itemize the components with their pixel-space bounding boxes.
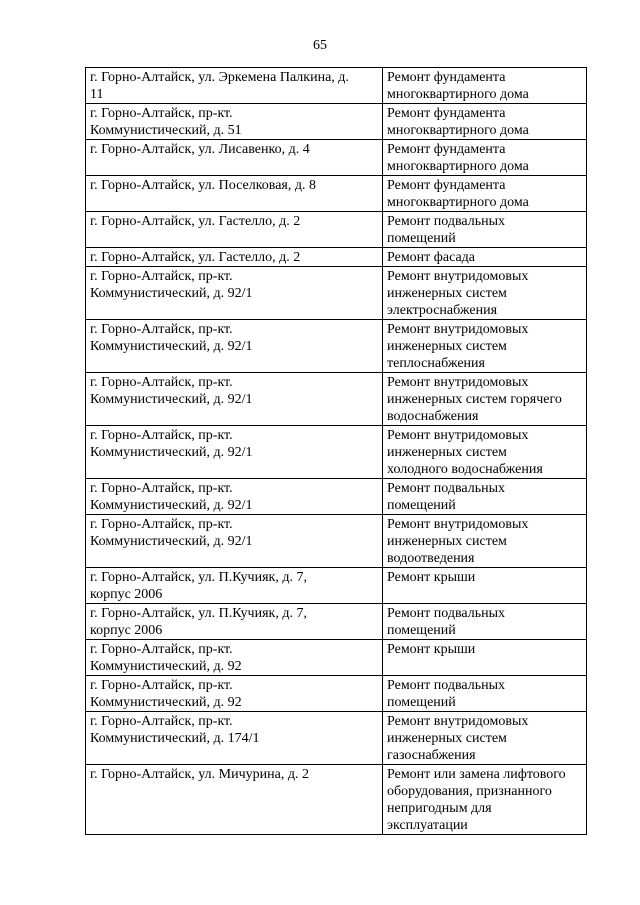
table-row <box>86 676 587 712</box>
repair-work-cell: Ремонт внутридомовых инженерных систем водоотведения <box>383 515 587 568</box>
table-row <box>86 426 587 479</box>
address-cell: г. Горно-Алтайск, пр-кт. Коммунистический, д. 92/1 <box>86 320 383 373</box>
table-row <box>86 765 587 835</box>
table-row <box>86 140 587 176</box>
address-cell: г. Горно-Алтайск, пр-кт. Коммунистический, д. 92/1 <box>86 373 383 426</box>
table-row <box>86 176 587 212</box>
repair-work-cell: Ремонт или замена лифтового оборудования, признанного непригодным для эксплуатации <box>383 765 587 835</box>
table-row <box>86 104 587 140</box>
table-row <box>86 568 587 604</box>
registry-table-body <box>86 68 587 835</box>
repair-work-cell: Ремонт крыши <box>383 568 587 604</box>
table-row <box>86 712 587 765</box>
table-row <box>86 640 587 676</box>
repair-work-cell: Ремонт подвальных помещений <box>383 676 587 712</box>
table-row <box>86 320 587 373</box>
repair-registry-table <box>85 67 587 835</box>
address-cell: г. Горно-Алтайск, пр-кт. Коммунистический, д. 92/1 <box>86 515 383 568</box>
address-cell: г. Горно-Алтайск, ул. Мичурина, д. 2 <box>86 765 383 835</box>
address-cell: г. Горно-Алтайск, ул. Лисавенко, д. 4 <box>86 140 383 176</box>
repair-work-cell: Ремонт внутридомовых инженерных систем газоснабжения <box>383 712 587 765</box>
address-cell: г. Горно-Алтайск, ул. Поселковая, д. 8 <box>86 176 383 212</box>
address-cell: г. Горно-Алтайск, пр-кт. Коммунистический, д. 174/1 <box>86 712 383 765</box>
repair-work-cell: Ремонт внутридомовых инженерных систем электроснабжения <box>383 267 587 320</box>
address-cell: г. Горно-Алтайск, пр-кт. Коммунистический, д. 92/1 <box>86 479 383 515</box>
address-cell: г. Горно-Алтайск, ул. Гастелло, д. 2 <box>86 212 383 248</box>
address-cell: г. Горно-Алтайск, пр-кт. Коммунистический, д. 92/1 <box>86 426 383 479</box>
table-row <box>86 267 587 320</box>
page-number: 65 <box>313 38 327 53</box>
repair-work-cell: Ремонт внутридомовых инженерных систем холодного водоснабжения <box>383 426 587 479</box>
repair-work-cell: Ремонт подвальных помещений <box>383 212 587 248</box>
table-row <box>86 248 587 267</box>
repair-work-cell: Ремонт фасада <box>383 248 587 267</box>
repair-work-cell: Ремонт фундамента многоквартирного дома <box>383 104 587 140</box>
repair-work-cell: Ремонт фундамента многоквартирного дома <box>383 140 587 176</box>
address-cell: г. Горно-Алтайск, пр-кт. Коммунистический, д. 92 <box>86 676 383 712</box>
address-cell: г. Горно-Алтайск, пр-кт. Коммунистический, д. 51 <box>86 104 383 140</box>
table-row <box>86 373 587 426</box>
repair-work-cell: Ремонт подвальных помещений <box>383 604 587 640</box>
address-cell: г. Горно-Алтайск, ул. Гастелло, д. 2 <box>86 248 383 267</box>
repair-work-cell: Ремонт фундамента многоквартирного дома <box>383 176 587 212</box>
table-row <box>86 68 587 104</box>
address-cell: г. Горно-Алтайск, пр-кт. Коммунистический, д. 92 <box>86 640 383 676</box>
address-cell: г. Горно-Алтайск, ул. П.Кучияк, д. 7, корпус 2006 <box>86 568 383 604</box>
table-row <box>86 604 587 640</box>
table-row <box>86 479 587 515</box>
address-cell: г. Горно-Алтайск, ул. Эркемена Палкина, д. 11 <box>86 68 383 104</box>
repair-work-cell: Ремонт внутридомовых инженерных систем теплоснабжения <box>383 320 587 373</box>
table-row <box>86 212 587 248</box>
address-cell: г. Горно-Алтайск, пр-кт. Коммунистический, д. 92/1 <box>86 267 383 320</box>
repair-work-cell: Ремонт крыши <box>383 640 587 676</box>
address-cell: г. Горно-Алтайск, ул. П.Кучияк, д. 7, корпус 2006 <box>86 604 383 640</box>
repair-work-cell: Ремонт фундамента многоквартирного дома <box>383 68 587 104</box>
repair-work-cell: Ремонт подвальных помещений <box>383 479 587 515</box>
repair-work-cell: Ремонт внутридомовых инженерных систем горячего водоснабжения <box>383 373 587 426</box>
table-row <box>86 515 587 568</box>
